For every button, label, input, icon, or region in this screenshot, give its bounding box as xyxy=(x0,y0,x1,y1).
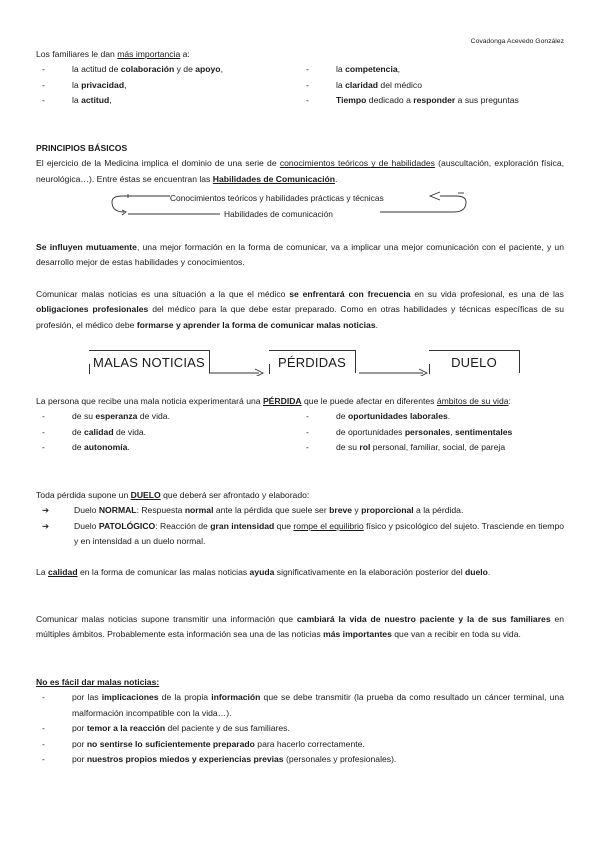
list-item: - de oportunidades laborales. xyxy=(300,409,564,424)
list-item-pathological: ➔ Duelo PATOLÓGICO: Reacción de gran intensidad que rompe el equilibrio físico y psicológico del sujeto. Trasciende en tiempo y en intensidad a un duelo normal. xyxy=(42,520,565,547)
list-item: - por no sentirse lo suficientemente preparado para hacerlo correctamente. xyxy=(36,737,564,752)
diagram-top-label: Conocimientos teóricos y habilidades prácticas y técnicas xyxy=(170,193,384,203)
intro-list-left xyxy=(36,62,300,108)
loss-columns xyxy=(36,409,564,455)
paragraph: La persona que recibe una mala noticia experimentará una PÉRDIDA que le puede afectar en diferentes ámbitos de su vida: xyxy=(36,396,511,406)
loss-flow-diagram xyxy=(83,350,533,376)
list-item: - por nuestros propios miedos y experiencias previas (personales y profesionales). xyxy=(36,752,564,767)
list-item: - de su rol personal, familiar, social, de pareja xyxy=(300,440,564,455)
list-item: - la actitud, xyxy=(36,93,300,108)
paragraph: Toda pérdida supone un DUELO que deberá ser afrontado y elaborado: xyxy=(36,490,310,500)
diagram-bottom-label: Habilidades de comunicación xyxy=(224,209,333,219)
quality-paragraph: La calidad en la forma de comunicar las malas noticias ayuda significativamente en la elaboración posterior del duelo. xyxy=(36,567,491,577)
loss-list-left xyxy=(36,409,300,455)
grief-section xyxy=(36,488,564,550)
list-item: - la claridad del médico xyxy=(300,78,564,93)
list-item: - la competencia, xyxy=(300,62,564,77)
section-title: No es fácil dar malas noticias: xyxy=(36,677,160,687)
intro-section xyxy=(36,47,564,109)
author-name: Covadonga Acevedo González xyxy=(470,38,564,45)
difficulty-list xyxy=(36,690,564,767)
obligation-paragraph: Comunicar malas noticias es una situación a la que el médico se enfrentará con frecuencia en su vida profesional, es una de las obligaciones profesionales del médico para la que debe estar preparado. Como en otras habilidades y técnicas específicas de su profesión, el médico debe formarse y aprender la forma de comunicar malas noticias. xyxy=(36,289,565,330)
arrow-icon: ➔ xyxy=(42,505,50,516)
flow-step-grief: DUELO xyxy=(429,350,520,373)
intro-list-right xyxy=(300,62,564,108)
list-item: - Tiempo dedicado a responder a sus preguntas xyxy=(300,93,564,108)
loss-section xyxy=(36,394,564,456)
difficulty-section xyxy=(36,675,564,767)
influence-paragraph: Se influyen mutuamente, una mejor formación en la forma de comunicar, va a implicar una mejor comunicación con el paciente, y un desarrollo mejor de estas habilidades y conocimientos. xyxy=(36,242,564,268)
flow-step-losses: PÉRDIDAS xyxy=(269,350,356,373)
arrow-icon: ➔ xyxy=(42,520,50,531)
list-item: - la privacidad, xyxy=(36,78,300,93)
list-item-normal: ➔ Duelo NORMAL: Respuesta normal ante la pérdida que suele ser breve y proporcional a la pérdida. xyxy=(36,503,564,518)
skills-cycle-diagram xyxy=(110,190,490,224)
list-item: - la actitud de colaboración y de apoyo, xyxy=(36,62,300,77)
loss-list-right xyxy=(300,409,564,455)
list-item: - por temor a la reacción del paciente y de sus familiares. xyxy=(36,721,564,736)
grief-types-list xyxy=(36,503,564,549)
flow-step-bad-news: MALAS NOTICIAS xyxy=(89,350,210,373)
list-item: - de su esperanza de vida. xyxy=(36,409,300,424)
list-item: - de autonomía. xyxy=(36,440,300,455)
intro-columns xyxy=(36,62,564,108)
section-title: PRINCIPIOS BÁSICOS xyxy=(36,143,128,153)
principios-section xyxy=(36,141,564,187)
paragraph: El ejercicio de la Medicina implica el dominio de una serie de conocimientos teóricos y de habilidades (auscultación, exploración física, neurológica…). Entre éstas se encuentran las Habilidades de Comunicación. xyxy=(36,158,564,184)
intro-lead: Los familiares le dan más importancia a: xyxy=(36,49,190,59)
list-item: - de calidad de vida. xyxy=(36,425,300,440)
list-item: - de oportunidades personales, sentimentales xyxy=(300,425,564,440)
impact-paragraph: Comunicar malas noticias supone transmitir una información que cambiará la vida de nuestro paciente y la de sus familiares en múltiples ámbitos. Probablemente esta información sea una de las noticias más importantes que van a recibir en toda su vida. xyxy=(36,614,565,640)
list-item: - por las implicaciones de la propia información que se debe transmitir (la prueba da como resultado un cáncer terminal, una malformación incompatible con la vida…). xyxy=(36,690,564,721)
